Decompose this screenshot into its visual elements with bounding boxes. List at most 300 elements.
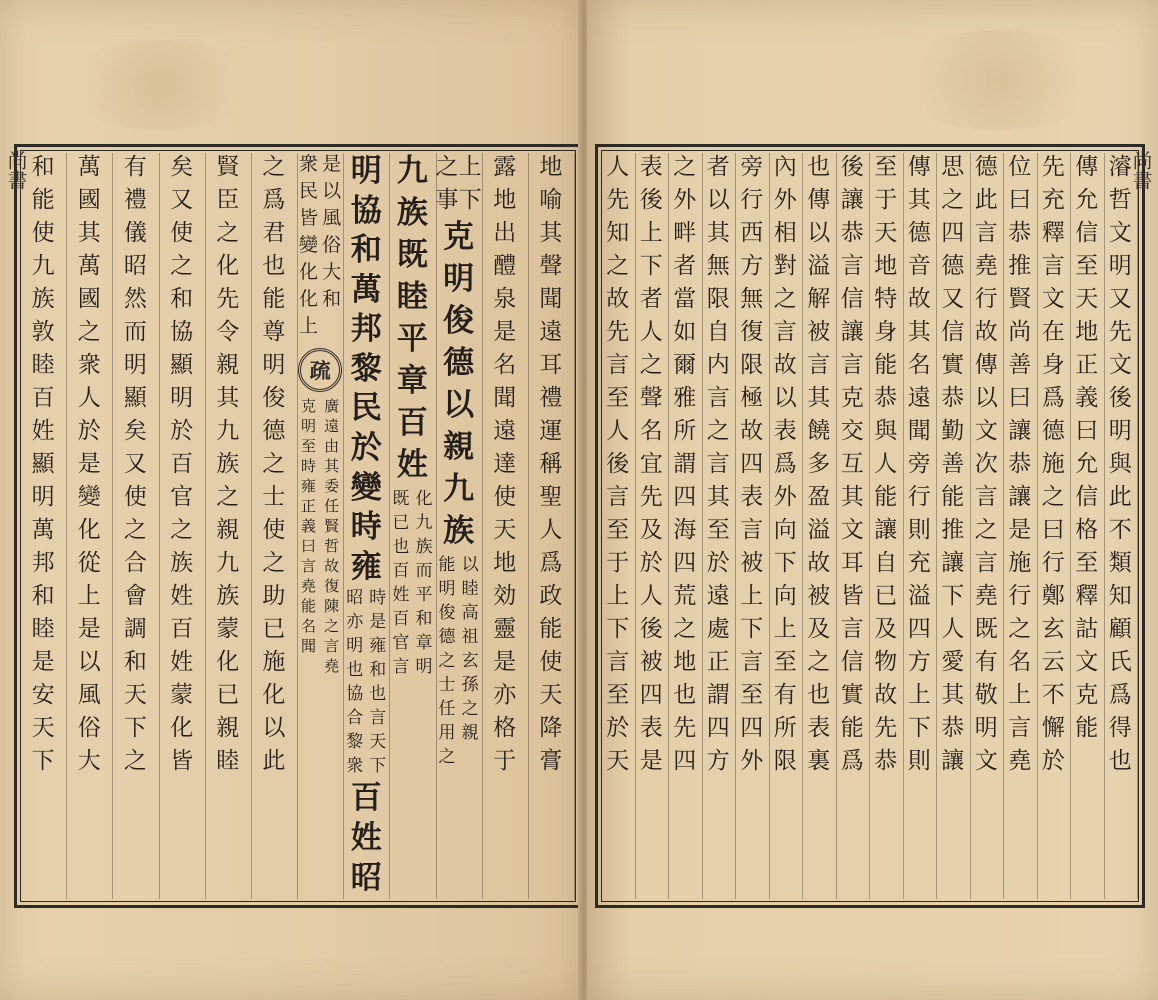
glyph: 聲 (639, 385, 663, 411)
glyph: 委 (324, 477, 340, 495)
small-annotation (436, 153, 459, 219)
glyph: 耳 (840, 550, 864, 576)
glyph: 行 (974, 286, 998, 312)
glyph: 用 (438, 723, 456, 743)
glyph: 特 (874, 286, 898, 312)
glyph: 限 (706, 286, 730, 312)
glyph: 所 (773, 715, 797, 741)
glyph: 和 (123, 649, 147, 675)
glyph: 正 (301, 497, 317, 515)
glyph: 也 (807, 682, 831, 708)
glyph: 恭 (874, 748, 898, 774)
glyph: 矣 (123, 418, 147, 444)
glyph: 任 (438, 699, 456, 719)
glyph: 然 (123, 286, 147, 312)
text-column (869, 153, 904, 899)
glyph: 九 (443, 471, 475, 507)
small-annotation (459, 153, 482, 219)
glyph: 皆 (170, 748, 194, 774)
glyph: 明 (346, 636, 364, 657)
glyph: 則 (907, 517, 931, 543)
glyph: 人 (606, 418, 630, 444)
glyph: 上 (77, 583, 101, 609)
commentary-double-line (297, 398, 343, 678)
glyph: 至 (740, 682, 764, 708)
glyph: 姓 (396, 447, 428, 483)
glyph: 文 (1108, 220, 1132, 246)
glyph: 曰 (301, 537, 317, 555)
glyph: 氏 (1108, 649, 1132, 675)
glyph: 傳 (974, 352, 998, 378)
glyph: 地 (673, 649, 697, 675)
glyph: 復 (740, 319, 764, 345)
glyph: 令 (216, 319, 240, 345)
glyph: 邦 (350, 311, 382, 348)
glyph: 顯 (123, 385, 147, 411)
glyph: 姓 (31, 418, 55, 444)
glyph: 於 (350, 430, 382, 467)
glyph: 德 (438, 627, 456, 647)
glyph: 陳 (324, 597, 340, 615)
glyph: 平 (415, 585, 433, 605)
text-column (343, 153, 390, 899)
glyph: 後 (639, 187, 663, 213)
glyph: 以 (443, 387, 475, 423)
glyph: 堯 (324, 657, 340, 675)
glyph: 之 (606, 253, 630, 279)
glyph: 姓 (170, 649, 194, 675)
glyph: 協 (350, 192, 382, 229)
glyph: 遠 (493, 418, 517, 444)
glyph: 協 (346, 684, 364, 705)
left-text-frame (14, 144, 582, 908)
glyph: 及 (874, 616, 898, 642)
glyph: 使 (539, 649, 563, 675)
glyph: 于 (874, 187, 898, 213)
glyph: 溢 (807, 253, 831, 279)
glyph: 雍 (369, 636, 387, 657)
glyph: 言 (974, 484, 998, 510)
text-column (702, 153, 737, 899)
glyph: 言 (840, 253, 864, 279)
glyph: 俗 (322, 234, 342, 256)
glyph: 推 (941, 517, 965, 543)
glyph: 下 (740, 616, 764, 642)
glyph: 是 (77, 616, 101, 642)
glyph: 化 (415, 489, 433, 509)
glyph: 讓 (874, 517, 898, 543)
glyph: 睦 (216, 748, 240, 774)
glyph: 之 (123, 517, 147, 543)
glyph: 睦 (31, 616, 55, 642)
glyph: 顯 (31, 451, 55, 477)
glyph: 九 (31, 253, 55, 279)
glyph: 俊 (262, 385, 286, 411)
glyph: 化 (216, 649, 240, 675)
glyph: 者 (639, 286, 663, 312)
glyph: 雍 (301, 477, 317, 495)
glyph: 九 (396, 153, 428, 189)
glyph: 其 (941, 682, 965, 708)
glyph: 又 (941, 286, 965, 312)
glyph: 族 (216, 451, 240, 477)
glyph: 之 (773, 286, 797, 312)
glyph: 之 (262, 451, 286, 477)
glyph: 時 (350, 509, 382, 546)
glyph: 德 (907, 220, 931, 246)
glyph: 以 (974, 385, 998, 411)
glyph: 哲 (1108, 187, 1132, 213)
glyph: 恭 (941, 385, 965, 411)
glyph: 明 (170, 385, 194, 411)
glyph: 聞 (539, 286, 563, 312)
glyph: 堯 (974, 583, 998, 609)
glyph: 從 (77, 550, 101, 576)
glyph: 思 (941, 154, 965, 180)
glyph: 上 (606, 583, 630, 609)
glyph: 是 (322, 153, 342, 175)
glyph: 是 (77, 451, 101, 477)
glyph: 多 (807, 451, 831, 477)
glyph: 昭 (346, 588, 364, 609)
glyph: 限 (740, 352, 764, 378)
glyph: 爲 (1108, 682, 1132, 708)
glyph: 能 (840, 715, 864, 741)
glyph: 天 (874, 220, 898, 246)
glyph: 其 (539, 220, 563, 246)
glyph: 次 (974, 451, 998, 477)
glyph: 上 (773, 616, 797, 642)
glyph: 聞 (493, 385, 517, 411)
glyph: 自 (874, 550, 898, 576)
glyph: 行 (1041, 550, 1065, 576)
glyph: 官 (170, 484, 194, 510)
glyph: 故 (807, 550, 831, 576)
glyph: 曰 (1008, 385, 1032, 411)
glyph: 風 (322, 207, 342, 229)
glyph: 至 (606, 517, 630, 543)
glyph: 以 (461, 555, 479, 575)
glyph: 是 (639, 748, 663, 774)
glyph: 被 (740, 550, 764, 576)
glyph: 言 (773, 319, 797, 345)
glyph: 内 (706, 352, 730, 378)
glyph: 百 (170, 616, 194, 642)
glyph: 昭 (123, 253, 147, 279)
glyph: 而 (123, 319, 147, 345)
glyph: 蒙 (170, 682, 194, 708)
glyph: 德 (262, 418, 286, 444)
glyph: 言 (606, 649, 630, 675)
glyph: 協 (170, 319, 194, 345)
glyph: 得 (1108, 715, 1132, 741)
glyph: 類 (1108, 550, 1132, 576)
glyph: 是 (369, 612, 387, 633)
glyph: 於 (170, 418, 194, 444)
glyph: 玄 (461, 651, 479, 671)
glyph: 俊 (443, 303, 475, 339)
glyph: 睦 (31, 352, 55, 378)
glyph: 之 (706, 418, 730, 444)
glyph: 克 (301, 397, 317, 415)
glyph: 則 (907, 748, 931, 774)
commentary-double-line (297, 153, 343, 342)
glyph: 以 (77, 649, 101, 675)
glyph: 故 (773, 352, 797, 378)
glyph: 百 (31, 385, 55, 411)
glyph: 之 (123, 748, 147, 774)
glyph: 能 (874, 352, 898, 378)
glyph: 安 (31, 682, 55, 708)
glyph: 與 (1108, 451, 1132, 477)
glyph: 讓 (840, 187, 864, 213)
glyph: 已 (392, 513, 410, 533)
glyph: 之 (262, 154, 286, 180)
glyph: 地 (1075, 319, 1099, 345)
glyph: 此 (262, 748, 286, 774)
glyph: 讓 (941, 748, 965, 774)
glyph: 之 (941, 187, 965, 213)
glyph: 故 (740, 418, 764, 444)
glyph: 克 (443, 219, 475, 255)
glyph: 降 (539, 715, 563, 741)
glyph: 信 (941, 319, 965, 345)
glyph: 睦 (461, 579, 479, 599)
glyph: 効 (493, 583, 517, 609)
glyph: 不 (1041, 682, 1065, 708)
glyph: 對 (773, 253, 797, 279)
glyph: 化 (299, 288, 319, 310)
glyph: 先 (1041, 154, 1065, 180)
glyph: 言 (324, 637, 340, 655)
glyph: 故 (606, 286, 630, 312)
text-column (1003, 153, 1038, 899)
glyph: 親 (443, 429, 475, 465)
glyph: 有 (773, 682, 797, 708)
glyph: 傳 (807, 187, 831, 213)
glyph: 地 (493, 187, 517, 213)
text-column (970, 153, 1005, 899)
glyph: 先 (606, 187, 630, 213)
glyph: 祖 (461, 627, 479, 647)
glyph: 地 (539, 154, 563, 180)
glyph: 四 (673, 550, 697, 576)
glyph: 是 (493, 649, 517, 675)
glyph: 方 (740, 253, 764, 279)
glyph: 天 (606, 748, 630, 774)
glyph: 之 (639, 352, 663, 378)
glyph: 其 (706, 484, 730, 510)
glyph: 衆 (299, 153, 319, 175)
glyph: 西 (740, 220, 764, 246)
text-column (802, 153, 837, 899)
glyph: 下 (639, 253, 663, 279)
left-margin-note: 尚書 (4, 150, 28, 190)
glyph: 顧 (1108, 616, 1132, 642)
text-column (1037, 153, 1072, 899)
glyph: 萬 (77, 154, 101, 180)
glyph: 恭 (941, 715, 965, 741)
glyph: 之 (807, 649, 831, 675)
glyph: 言 (706, 451, 730, 477)
glyph: 既 (392, 489, 410, 509)
glyph: 已 (874, 583, 898, 609)
glyph: 言 (606, 484, 630, 510)
glyph: 有 (123, 154, 147, 180)
glyph: 族 (216, 583, 240, 609)
text-column (903, 153, 938, 899)
text-column (297, 153, 344, 899)
glyph: 充 (1041, 187, 1065, 213)
glyph: 也 (1108, 748, 1132, 774)
glyph: 盈 (807, 484, 831, 510)
glyph: 四 (706, 715, 730, 741)
glyph: 天 (493, 517, 517, 543)
glyph: 使 (262, 517, 286, 543)
glyph: 其 (807, 385, 831, 411)
glyph: 政 (539, 583, 563, 609)
right-margin-note: 尚書 (1129, 150, 1153, 190)
text-column (159, 153, 206, 899)
glyph: 也 (369, 684, 387, 705)
glyph: 處 (706, 616, 730, 642)
glyph: 其 (77, 220, 101, 246)
glyph: 音 (907, 253, 931, 279)
glyph: 睦 (396, 279, 428, 315)
glyph: 旁 (907, 451, 931, 477)
glyph: 施 (262, 649, 286, 675)
glyph: 黎 (350, 350, 382, 387)
glyph: 孫 (461, 675, 479, 695)
glyph: 讓 (1008, 418, 1032, 444)
glyph: 故 (324, 557, 340, 575)
glyph: 義 (1075, 385, 1099, 411)
glyph: 人 (539, 517, 563, 543)
glyph: 其 (324, 457, 340, 475)
glyph: 無 (706, 253, 730, 279)
glyph: 極 (740, 385, 764, 411)
glyph: 上 (299, 315, 319, 337)
glyph: 人 (941, 616, 965, 642)
glyph: 施 (1041, 451, 1065, 477)
glyph: 和 (369, 660, 387, 681)
glyph: 下 (31, 748, 55, 774)
glyph: 堯 (301, 577, 317, 595)
glyph: 德 (1041, 418, 1065, 444)
glyph: 以 (773, 385, 797, 411)
glyph: 明 (301, 417, 317, 435)
glyph: 名 (639, 418, 663, 444)
glyph: 後 (606, 451, 630, 477)
glyph: 畔 (673, 220, 697, 246)
glyph: 國 (77, 187, 101, 213)
glyph: 之 (673, 616, 697, 642)
glyph: 曰 (1008, 187, 1032, 213)
glyph: 人 (639, 319, 663, 345)
glyph: 言 (974, 220, 998, 246)
glyph: 人 (639, 583, 663, 609)
glyph: 以 (322, 180, 342, 202)
glyph: 名 (493, 352, 517, 378)
glyph: 和 (350, 232, 382, 269)
glyph: 明 (438, 579, 456, 599)
glyph: 爲 (773, 451, 797, 477)
glyph: 玄 (1041, 616, 1065, 642)
glyph: 士 (438, 675, 456, 695)
glyph: 明 (262, 352, 286, 378)
glyph: 爲 (1041, 385, 1065, 411)
glyph: 堯 (974, 253, 998, 279)
glyph: 皆 (840, 583, 864, 609)
glyph: 由 (324, 437, 340, 455)
glyph: 和 (415, 609, 433, 629)
glyph: 能 (941, 484, 965, 510)
right-text-frame (595, 144, 1145, 908)
glyph: 親 (216, 517, 240, 543)
glyph: 九 (216, 418, 240, 444)
glyph: 族 (170, 550, 194, 576)
glyph: 此 (1108, 484, 1132, 510)
glyph: 表 (807, 715, 831, 741)
commentary-double-line (389, 489, 435, 681)
glyph: 哲 (324, 537, 340, 555)
glyph: 泉 (493, 286, 517, 312)
glyph: 方 (706, 748, 730, 774)
glyph: 敦 (31, 319, 55, 345)
glyph: 實 (941, 352, 965, 378)
glyph: 儀 (123, 220, 147, 246)
glyph: 在 (1041, 319, 1065, 345)
glyph: 荒 (673, 583, 697, 609)
glyph: 被 (807, 583, 831, 609)
glyph: 賢 (324, 517, 340, 535)
glyph: 民 (350, 390, 382, 427)
glyph: 以 (706, 187, 730, 213)
glyph: 故 (907, 286, 931, 312)
glyph: 自 (706, 319, 730, 345)
glyph: 文 (840, 517, 864, 543)
glyph: 是 (493, 319, 517, 345)
glyph: 表 (639, 715, 663, 741)
glyph: 四 (941, 220, 965, 246)
glyph: 互 (840, 451, 864, 477)
glyph: 文 (1108, 352, 1132, 378)
glyph: 其 (907, 319, 931, 345)
text-column (112, 153, 159, 899)
glyph: 使 (123, 484, 147, 510)
glyph: 爾 (673, 352, 697, 378)
text-column (20, 153, 67, 899)
glyph: 又 (123, 451, 147, 477)
glyph: 下 (773, 550, 797, 576)
glyph: 能 (301, 597, 317, 615)
glyph: 平 (396, 321, 428, 357)
glyph: 能 (262, 286, 286, 312)
glyph: 被 (807, 319, 831, 345)
glyph: 遠 (539, 319, 563, 345)
glyph: 之 (435, 154, 459, 180)
glyph: 時 (369, 588, 387, 609)
glyph: 之 (974, 517, 998, 543)
glyph: 變 (77, 484, 101, 510)
glyph: 者 (706, 154, 730, 180)
glyph: 義 (301, 517, 317, 535)
glyph: 推 (1008, 253, 1032, 279)
glyph: 克 (840, 385, 864, 411)
glyph: 恭 (840, 220, 864, 246)
glyph: 官 (392, 633, 410, 653)
glyph: 信 (1075, 220, 1099, 246)
